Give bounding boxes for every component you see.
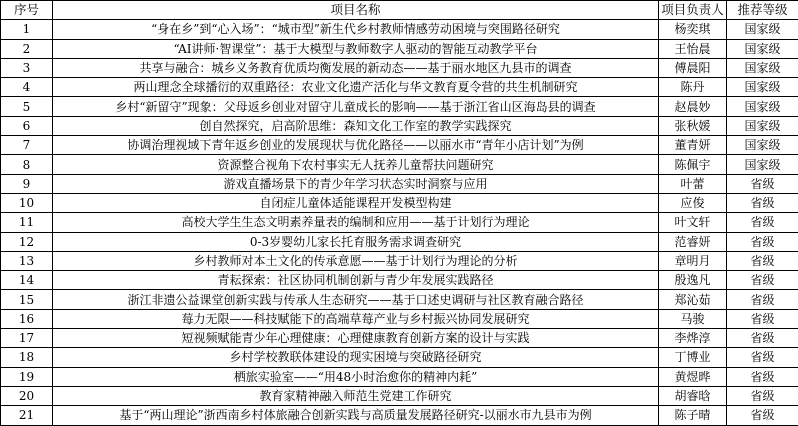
cell-level: 国家级 <box>727 20 798 39</box>
table-row <box>1 39 798 58</box>
cell-leader: 陈丹 <box>659 78 727 97</box>
header-project-name: 项目名称 <box>53 1 659 20</box>
table-row <box>1 97 798 116</box>
cell-index: 21 <box>1 406 53 425</box>
table-row <box>1 329 798 348</box>
table-row <box>1 78 798 97</box>
cell-level: 省级 <box>727 406 798 425</box>
header-leader: 项目负责人 <box>659 1 727 20</box>
cell-leader: 范睿妍 <box>659 232 727 251</box>
cell-level: 省级 <box>727 251 798 270</box>
cell-leader: 傅晨阳 <box>659 58 727 77</box>
cell-leader: 丁博业 <box>659 348 727 367</box>
cell-project-name: 自闭症儿童体适能课程开发模型构建 <box>53 193 659 212</box>
table-row <box>1 213 798 232</box>
cell-project-name: 游戏直播场景下的青少年学习状态实时洞察与应用 <box>53 174 659 193</box>
cell-index: 5 <box>1 97 53 116</box>
cell-level: 国家级 <box>727 58 798 77</box>
table-row <box>1 290 798 309</box>
cell-index: 2 <box>1 39 53 58</box>
cell-index: 17 <box>1 329 53 348</box>
table-row <box>1 174 798 193</box>
cell-project-name: 短视频赋能青少年心理健康：心理健康教育创新方案的设计与实践 <box>53 329 659 348</box>
cell-leader: 应俊 <box>659 193 727 212</box>
cell-index: 11 <box>1 213 53 232</box>
cell-level: 国家级 <box>727 97 798 116</box>
table-row <box>1 58 798 77</box>
table-row <box>1 20 798 39</box>
table-row <box>1 232 798 251</box>
cell-project-name: 青耘探索：社区协同机制创新与青少年发展实践路径 <box>53 271 659 290</box>
cell-project-name: 莓力无限——科技赋能下的高端草莓产业与乡村振兴协同发展研究 <box>53 309 659 328</box>
cell-index: 9 <box>1 174 53 193</box>
cell-level: 国家级 <box>727 155 798 174</box>
cell-index: 6 <box>1 116 53 135</box>
cell-project-name: 教育家精神融入师范生党建工作研究 <box>53 386 659 405</box>
table-row <box>1 193 798 212</box>
cell-level: 省级 <box>727 174 798 193</box>
table-row <box>1 271 798 290</box>
cell-index: 14 <box>1 271 53 290</box>
cell-level: 省级 <box>727 309 798 328</box>
table-row <box>1 116 798 135</box>
cell-level: 省级 <box>727 271 798 290</box>
table-row <box>1 251 798 270</box>
cell-level: 国家级 <box>727 39 798 58</box>
header-row <box>1 1 798 20</box>
cell-project-name: 共享与融合：城乡义务教育优质均衡发展的新动态——基于丽水地区九县市的调查 <box>53 58 659 77</box>
cell-level: 国家级 <box>727 78 798 97</box>
table-row <box>1 406 798 425</box>
cell-index: 3 <box>1 58 53 77</box>
cell-level: 省级 <box>727 232 798 251</box>
table-row <box>1 136 798 155</box>
cell-project-name: 两山理念全球播衍的双重路径：农业文化遗产活化与华文教育夏令营的共生机制研究 <box>53 78 659 97</box>
cell-index: 1 <box>1 20 53 39</box>
cell-leader: 叶文轩 <box>659 213 727 232</box>
cell-index: 19 <box>1 367 53 386</box>
cell-index: 15 <box>1 290 53 309</box>
cell-leader: 叶蕾 <box>659 174 727 193</box>
header-index: 序号 <box>1 1 53 20</box>
cell-leader: 李烨淳 <box>659 329 727 348</box>
cell-index: 10 <box>1 193 53 212</box>
cell-leader: 章明月 <box>659 251 727 270</box>
cell-index: 12 <box>1 232 53 251</box>
cell-project-name: 基于“两山理论”浙西南乡村体旅融合创新实践与高质量发展路径研究-以丽水市九县市为例 <box>53 406 659 425</box>
cell-project-name: 乡村“新留守”现象：父母返乡创业对留守儿童成长的影响——基于浙江省山区海岛县的调查 <box>53 97 659 116</box>
cell-project-name: 栖旅实验室——“用48小时治愈你的精神内耗” <box>53 367 659 386</box>
cell-leader: 陈佩宇 <box>659 155 727 174</box>
cell-level: 国家级 <box>727 136 798 155</box>
cell-project-name: 资源整合视角下农村事实无人抚养儿童帮扶问题研究 <box>53 155 659 174</box>
cell-project-name: 高校大学生生态文明素养量表的编制和应用——基于计划行为理论 <box>53 213 659 232</box>
cell-leader: 殷逸凡 <box>659 271 727 290</box>
cell-leader: 胡睿晗 <box>659 386 727 405</box>
cell-leader: 陈子晴 <box>659 406 727 425</box>
cell-leader: 董青妍 <box>659 136 727 155</box>
cell-project-name: “身在乡”到“心入场”：“城市型”新生代乡村教师情感劳动困境与突围路径研究 <box>53 20 659 39</box>
cell-project-name: 乡村学校教联体建设的现实困境与突破路径研究 <box>53 348 659 367</box>
cell-level: 省级 <box>727 290 798 309</box>
cell-leader: 赵晨妙 <box>659 97 727 116</box>
cell-level: 省级 <box>727 348 798 367</box>
cell-project-name: 创自然探究，启高阶思维：森知文化工作室的教学实践探究 <box>53 116 659 135</box>
cell-index: 16 <box>1 309 53 328</box>
cell-leader: 郑沁茹 <box>659 290 727 309</box>
cell-leader: 马骏 <box>659 309 727 328</box>
cell-leader: 张秋媛 <box>659 116 727 135</box>
cell-index: 20 <box>1 386 53 405</box>
cell-leader: 黄煜晔 <box>659 367 727 386</box>
cell-index: 4 <box>1 78 53 97</box>
cell-level: 省级 <box>727 213 798 232</box>
cell-project-name: 浙江非遗公益课堂创新实践与传承人生态研究——基于口述史调研与社区教育融合路径 <box>53 290 659 309</box>
cell-level: 省级 <box>727 386 798 405</box>
cell-level: 国家级 <box>727 116 798 135</box>
header-level: 推荐等级 <box>727 1 798 20</box>
cell-project-name: 乡村教师对本土文化的传承意愿——基于计划行为理论的分析 <box>53 251 659 270</box>
cell-project-name: 0-3岁婴幼儿家长托育服务需求调查研究 <box>53 232 659 251</box>
table-body <box>1 20 798 425</box>
cell-project-name: 协调治理视域下青年返乡创业的发展现状与优化路径——以丽水市“青年小店计划”为例 <box>53 136 659 155</box>
cell-level: 省级 <box>727 193 798 212</box>
table-row <box>1 348 798 367</box>
table-row <box>1 386 798 405</box>
table-row <box>1 367 798 386</box>
cell-index: 7 <box>1 136 53 155</box>
cell-leader: 杨奕琪 <box>659 20 727 39</box>
cell-index: 13 <box>1 251 53 270</box>
cell-leader: 王怡晨 <box>659 39 727 58</box>
cell-level: 省级 <box>727 329 798 348</box>
cell-index: 8 <box>1 155 53 174</box>
cell-level: 省级 <box>727 367 798 386</box>
cell-index: 18 <box>1 348 53 367</box>
table-row <box>1 309 798 328</box>
cell-project-name: “AI讲师·智课堂”：基于大模型与教师数字人驱动的智能互动教学平台 <box>53 39 659 58</box>
table-row <box>1 155 798 174</box>
